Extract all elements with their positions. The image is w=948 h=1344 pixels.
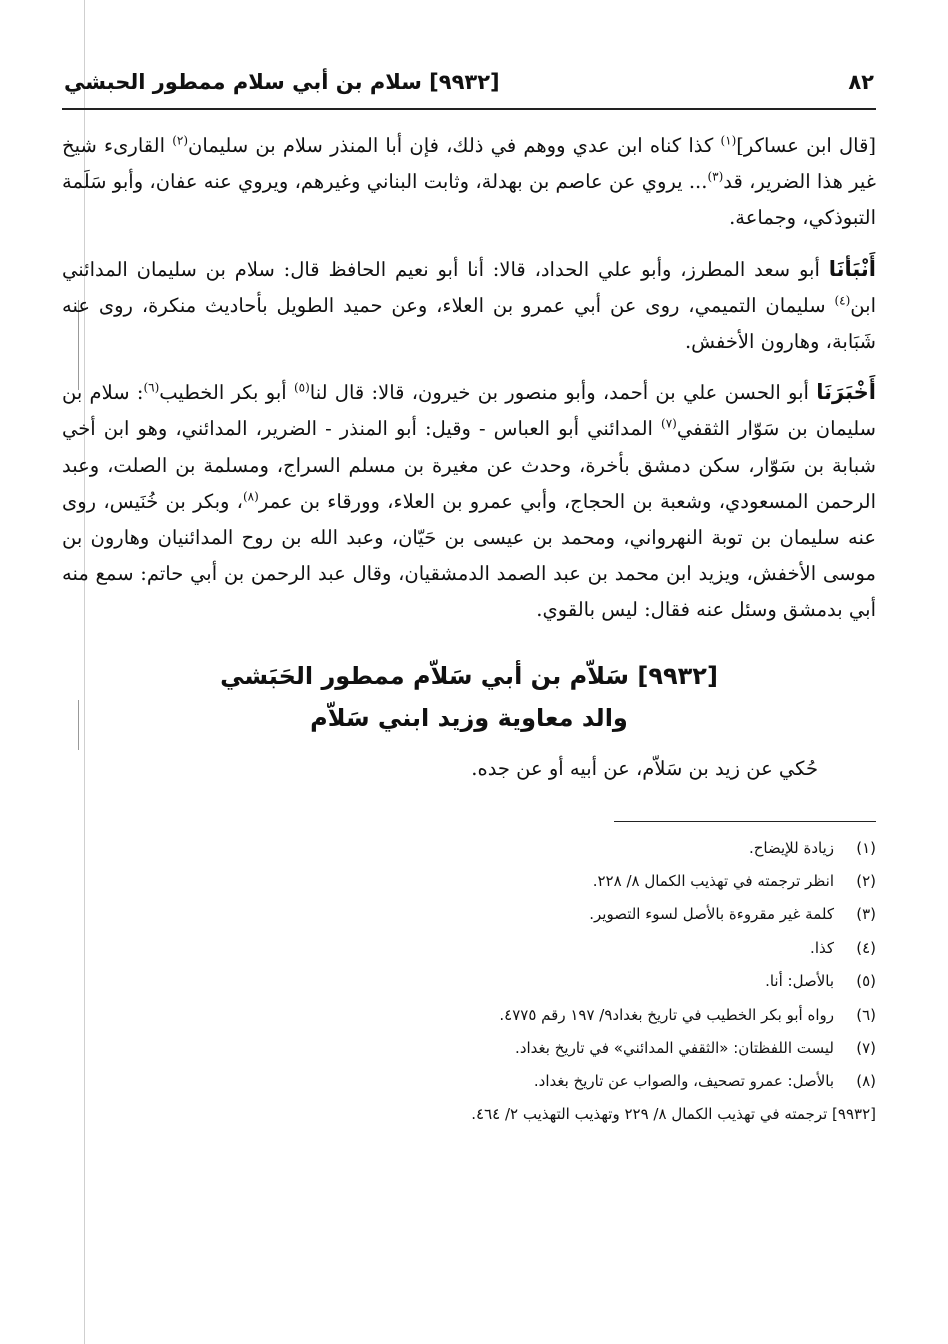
narration-lead-word: أَنْبَأنَا: [828, 256, 876, 281]
text-run: أبو الحسن علي بن أحمد، وأبو منصور بن خيرون، قالا: قال لنا: [309, 381, 817, 405]
footnote-marker: (٨): [242, 489, 259, 504]
footnote-number: (٧): [856, 1039, 876, 1058]
footnote-text: انظر ترجمته في تهذيب الكمال ٨/ ٢٢٨.: [592, 872, 834, 891]
footnote-text: ليست اللفظتان: «الثقفي المدائني» في تاريخ بغداد.: [515, 1039, 834, 1058]
footnote-number: (٨): [856, 1072, 876, 1091]
text-run: المدائني أبو العباس - وقيل: أبو المنذر - الضرير، المدائني، وهو ابن أخي شبابة بن سَوّار، سكن دمشق بأخرة، وحدث عن مغيرة بن مسلم السراج، ومسلمة بن الصلت، وعبد الرحمن المسعودي، وشعبة بن الحجاج، وأبي عمرو بن العلاء، وورقاء بن عمر: [62, 417, 876, 513]
entry-text: حُكي عن زيد بن سَلاّم، عن أبيه أو عن جده.: [471, 756, 818, 780]
footnote-item: [62, 832, 876, 865]
footnote-marker: (٥): [293, 380, 310, 395]
biography-reference: [٩٩٣٢] ترجمته في تهذيب الكمال ٨/ ٢٢٩ وتهذيب التهذيب ٢/ ٤٦٤.: [471, 1104, 876, 1123]
paragraph: [62, 251, 876, 361]
footnote-text: زيادة للإيضاح.: [748, 838, 834, 857]
page-header: [62, 60, 876, 110]
text-run: كذا كناه ابن عدي ووهم في ذلك، فإن أبا المنذر سلام بن سليمان: [188, 134, 721, 157]
footnote-item: [62, 999, 876, 1032]
text-run: أبو بكر الخطيب: [159, 381, 294, 405]
footnote-number: (٤): [856, 938, 876, 957]
text-run: ... يروي عن عاصم بن بهدلة، وثابت البناني وغيرهم، ويروي عنه عفان، وأبو سَلَمة التبوذكي، وجماعة.: [62, 170, 876, 230]
text-run: أبو سعد المطرز، وأبو علي الحداد، قالا: أنا أبو نعيم الحافظ قال: سلام بن سليمان المدائني ابن: [62, 257, 876, 317]
footnote-number: (٣): [856, 905, 876, 924]
footnote-marker: (١): [720, 133, 737, 148]
footnote-marker: (٢): [172, 133, 189, 148]
footnote-number: (٢): [856, 872, 876, 891]
footnote-number: (٦): [856, 1005, 876, 1024]
entry-title-line-1: [٩٩٣٢] سَلاّم بن أبي سَلاّم ممطور الحَبَشي: [220, 661, 718, 690]
footnote-number: (١): [856, 838, 876, 857]
footnote-number: (٥): [856, 972, 876, 991]
footnote-marker: (٣): [707, 169, 724, 184]
footnote-marker: (٧): [661, 416, 677, 431]
footnote-marker: (٦): [143, 380, 160, 395]
footnote-item: [62, 965, 876, 998]
main-text: [62, 128, 876, 629]
footnotes: [62, 832, 876, 1130]
text-run: [قال ابن عساكر]: [736, 134, 876, 157]
paragraph: [62, 374, 876, 628]
text-run: القارىء شيخ غير هذا الضرير، قد: [62, 134, 876, 194]
footnote-item: [62, 865, 876, 898]
footnote-item: [62, 1032, 876, 1065]
footnote-text: كذا.: [810, 938, 834, 957]
entry-title: [62, 655, 876, 739]
footnote-text: كلمة غير مقروءة بالأصل لسوء التصوير.: [589, 905, 834, 924]
page-number: ٨٢: [848, 70, 874, 94]
text-run: ، وبكر بن خُنَيس، روى عنه سليمان بن توبة النهرواني، ومحمد بن عيسى بن حَيّان، وعبد الله بن روح المدائنيان وهارون بن موسى الأخفش، ويزيد ابن محمد بن عبد الصمد الدمشقيان، وقال عبد الرحمن بن أبي حاتم: سمع منه أبي بدمشق وسئل عنه فقال: ليس بالقوي.: [62, 489, 876, 622]
footnote-text: بالأصل: عمرو تصحيف، والصواب عن تاريخ بغداد.: [533, 1072, 834, 1091]
footnote-text: بالأصل: أنا.: [765, 972, 834, 991]
footnote-item: [62, 932, 876, 965]
text-run: سليمان التميمي، روى عن أبي عمرو بن العلاء، وعن حميد الطويل بأحاديث منكرة، روى عنه شَبَابة، وهارون الأخفش.: [62, 293, 876, 354]
footnote-separator: [614, 821, 876, 822]
entry-title-line-2: والد معاوية وزيد ابني سَلاّم: [310, 703, 628, 732]
text-run: : سلام بن سليمان بن سَوّار الثقفي: [62, 381, 876, 441]
paragraph: [62, 128, 876, 237]
footnote-item: [62, 898, 876, 931]
footnote-item: [62, 1065, 876, 1098]
running-title: [٩٩٣٢] سلام بن أبي سلام ممطور الحبشي: [64, 70, 500, 94]
footnote-text: رواه أبو بكر الخطيب في تاريخ بغداد٩/ ١٩٧ رقم ٤٧٧٥.: [499, 1005, 834, 1024]
book-page: [62, 60, 876, 1310]
footnote-marker: (٤): [834, 293, 851, 308]
narration-lead-word: أَخْبَرَنَا: [816, 380, 876, 405]
